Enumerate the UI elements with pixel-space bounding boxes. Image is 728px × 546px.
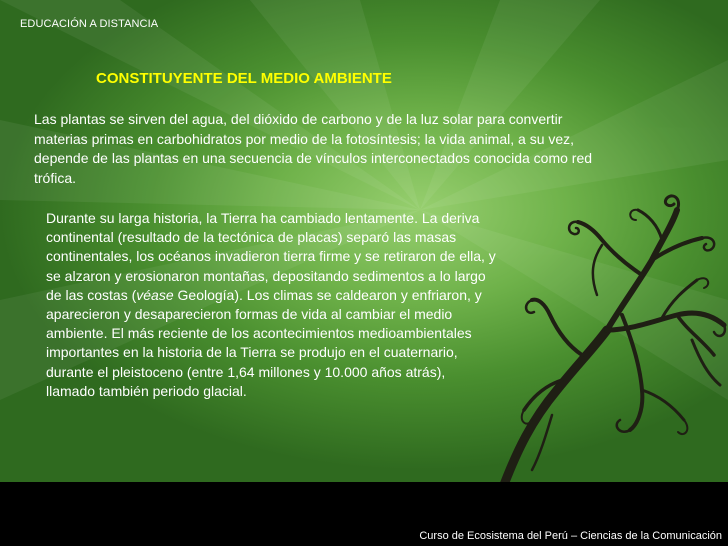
slide-title: CONSTITUYENTE DEL MEDIO AMBIENTE <box>96 70 392 87</box>
header-label: EDUCACIÓN A DISTANCIA <box>20 18 159 30</box>
paragraph-1: Las plantas se sirven del agua, del dióxido de carbono y de la luz solar para convertir materias primas en carbohidratos por medio de la fotosíntesis; la vida animal, a su vez, depende de las plantas en una secuencia de vínculos interconectados conocida como red trófica. <box>34 111 593 186</box>
footer-text: Curso de Ecosistema del Perú – Ciencias de la Comunicación <box>419 530 722 542</box>
tree-icon <box>462 180 728 510</box>
paragraph-2-italic: véase <box>136 286 174 303</box>
paragraph-2-text-b: Geología). Los climas se caldearon y enfriaron, y aparecieron y desaparecieron formas de vida al cambiar el medio ambiente. El más reciente de los acontecimientos medioambientales importantes en la historia de la Tierra se produjo en el cuaternario, durante el pleistoceno (entre 1,64 millones y 10.000 años atrás), llamado también periodo glacial. <box>46 286 482 399</box>
paragraph-2-text-a: Durante su larga historia, la Tierra ha cambiado lentamente. La deriva continental (resultado de la tectónica de placas) separó las masas continentales, los océanos invadieron tierra firme y se retiraron de ella, y se alzaron y erosionaron montañas, depositando sedimentos a lo largo de las costas ( <box>46 210 496 303</box>
paragraph-2 <box>46 209 496 401</box>
